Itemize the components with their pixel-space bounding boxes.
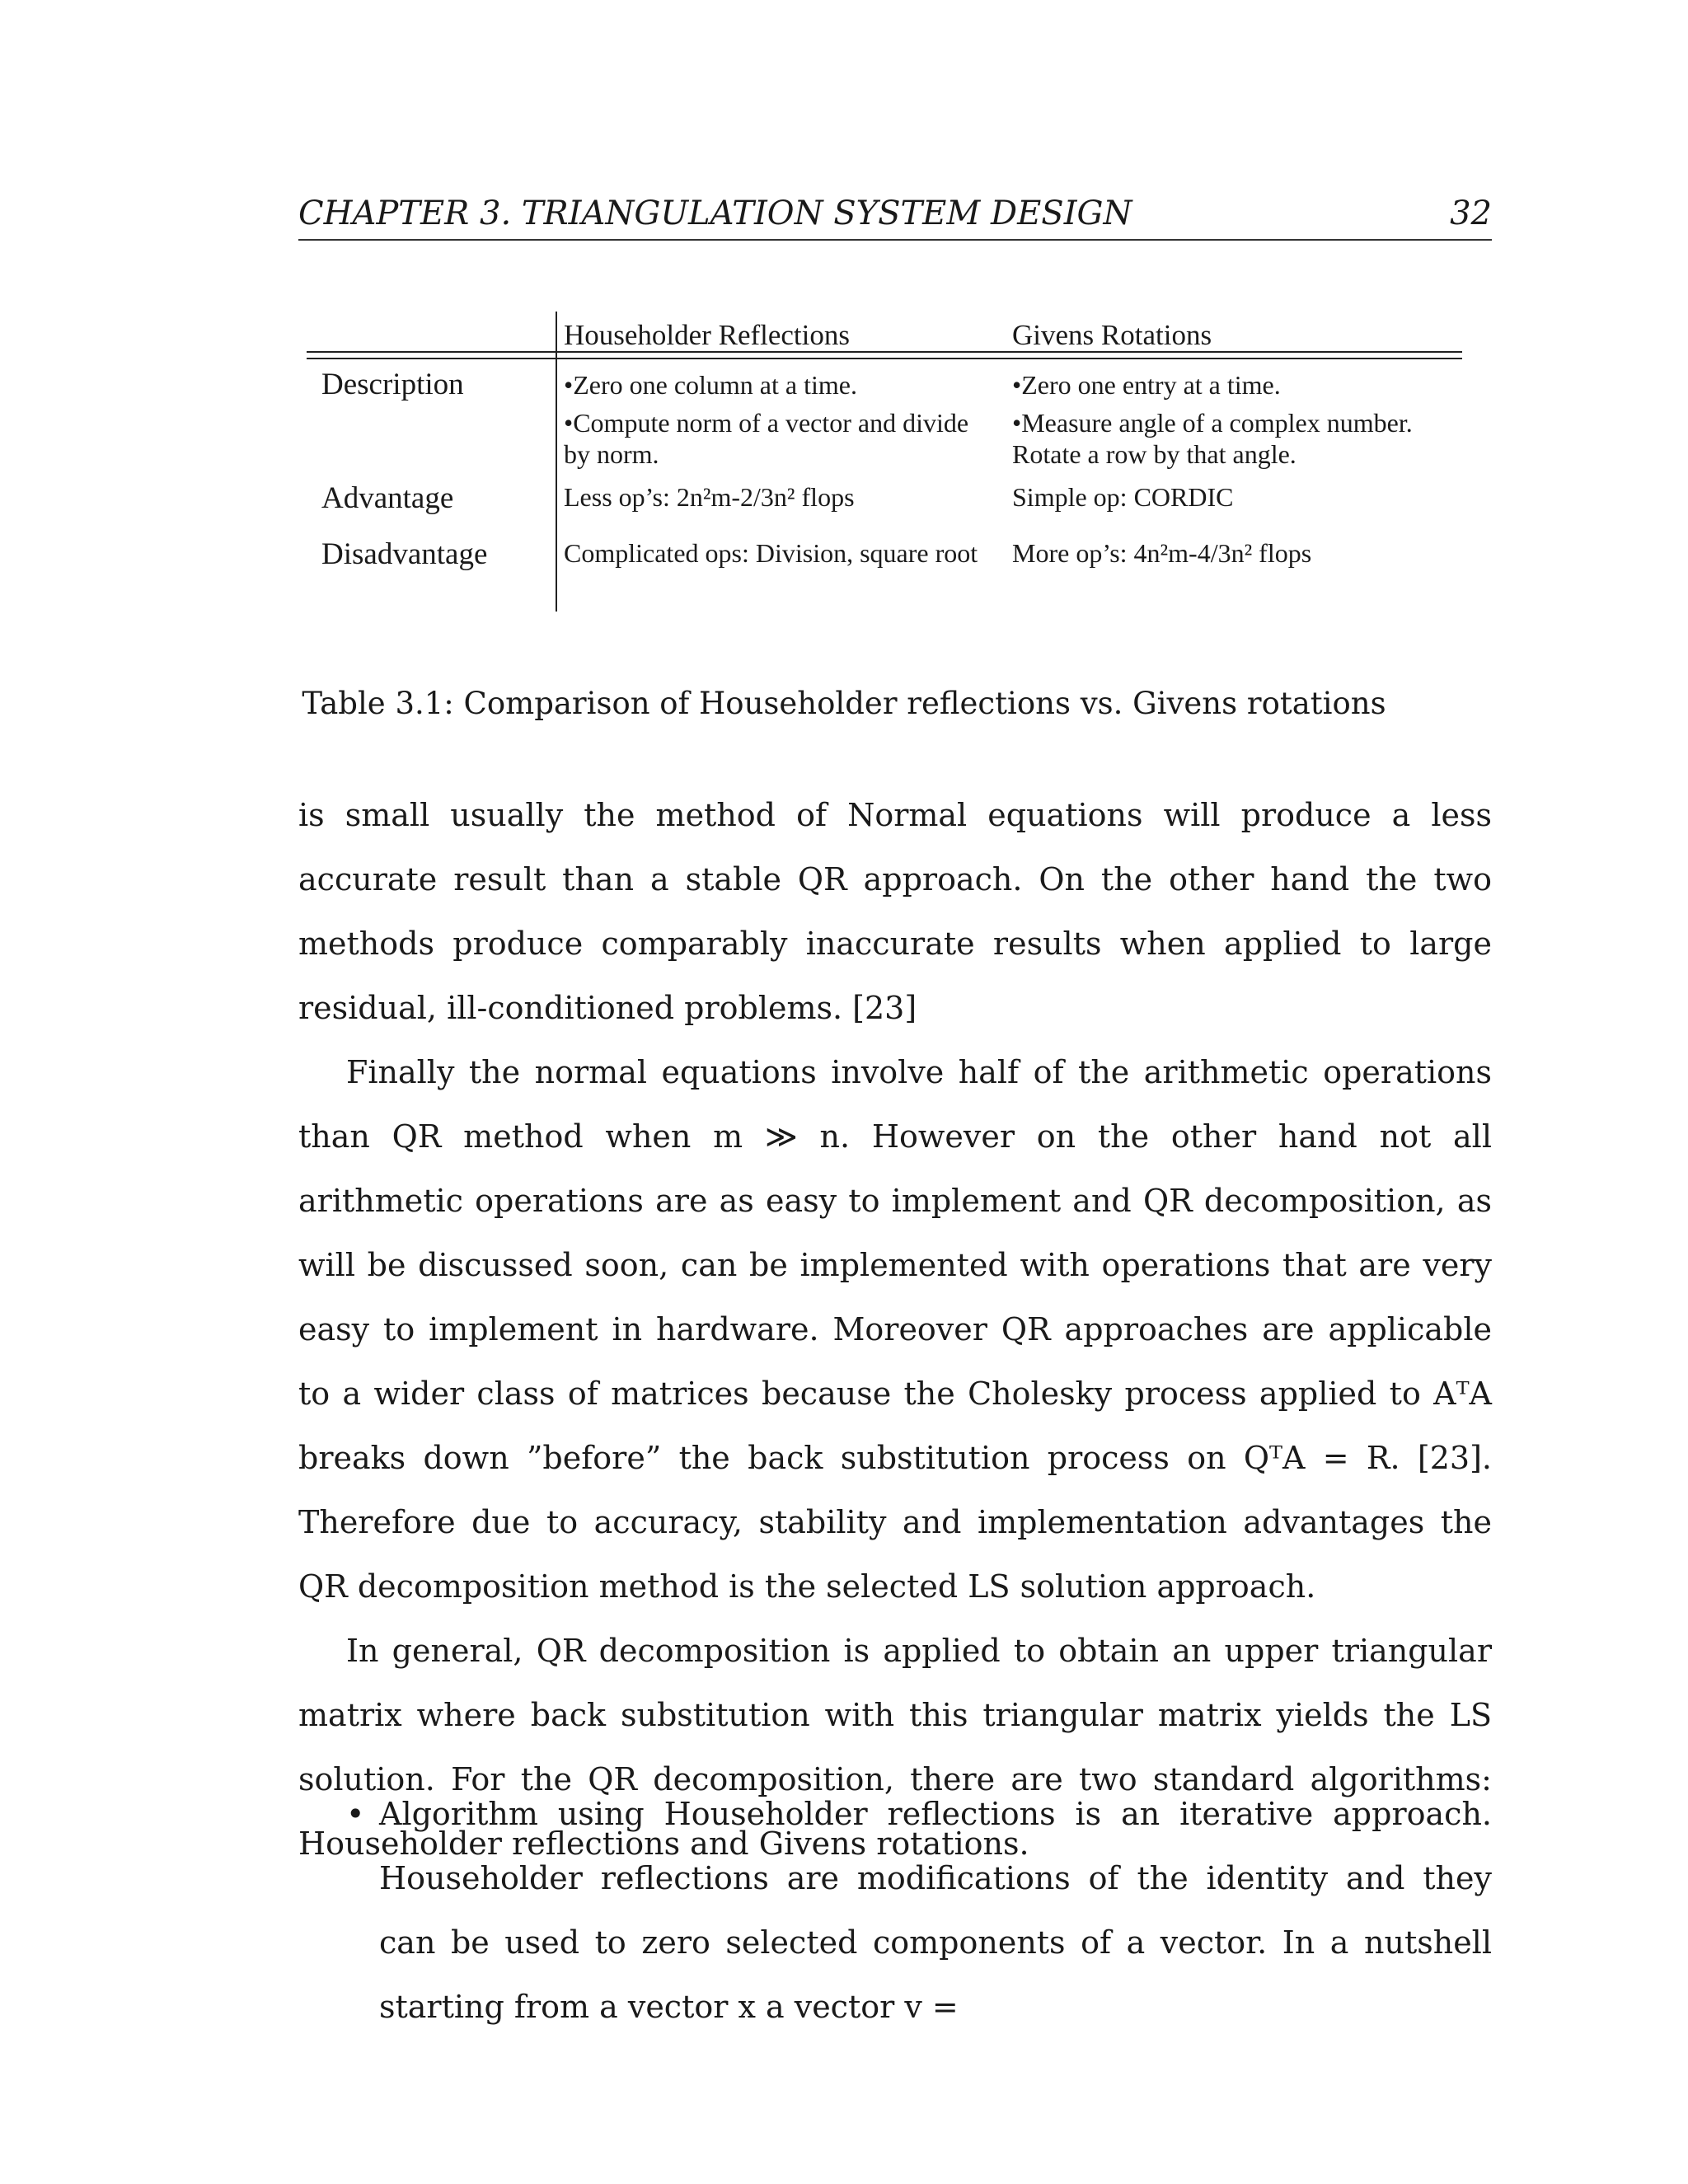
comparison-table [307,312,1462,616]
paragraph-1: is small usually the method of Normal equations will produce a less accurate result than a stable QR approach. On the other hand the two methods produce comparably inaccurate results when applied to large residual, ill-conditioned problems. [23] [298,797,1492,1026]
cell-householder-disadvantage: Complicated ops: Division, square root [564,538,978,568]
table-vertical-rule [556,312,557,612]
bullet-icon: • [346,1796,365,1832]
cell-givens-description-1: •Zero one entry at a time. [1012,370,1281,400]
table-rule-top [307,351,1462,353]
table-caption: Table 3.1: Comparison of Householder reflections vs. Givens rotations [302,686,1386,721]
algorithm-list [298,1782,1492,2039]
cell-givens-advantage: Simple op: CORDIC [1012,482,1234,512]
cell-householder-description-3: by norm. [564,439,659,469]
row-label-description: Description [321,368,464,401]
running-header [298,194,1492,241]
list-item-text: Algorithm using Householder reflections is an iterative approach. Householder reflections are modifications of the identity and they can be used to zero selected components of a vector. In a nutshell starting from a vector x a vector v = [379,1796,1492,2025]
cell-householder-description-1: •Zero one column at a time. [564,370,857,400]
row-label-advantage: Advantage [321,481,454,515]
chapter-title: CHAPTER 3. TRIANGULATION SYSTEM DESIGN [298,194,1132,232]
page-number: 32 [1450,194,1492,232]
body-text [298,783,1492,1876]
cell-givens-description-3: Rotate a row by that angle. [1012,439,1296,469]
col-header-householder: Householder Reflections [564,319,850,351]
row-label-disadvantage: Disadvantage [321,537,488,571]
cell-givens-description-2: •Measure angle of a complex number. [1012,408,1413,438]
cell-householder-advantage: Less op’s: 2n²m-2/3n² flops [564,482,855,512]
list-item [298,1782,1492,2039]
paragraph-2: Finally the normal equations involve half of the arithmetic operations than QR method when m ≫ n. However on the other hand not all arithmetic operations are as easy to implement and QR decomposition, as will be discussed soon, can be implemented with operations that are very easy to implement in hardware. Moreover QR approaches are applicable to a wider class of matrices because the Cholesky process applied to AᵀA breaks down ”before” the back substitution process on QᵀA = R. [23]. Therefore due to accuracy, stability and implementation advantages the QR decomposition method is the selected LS solution approach. [298,1054,1492,1605]
col-header-givens: Givens Rotations [1012,319,1212,351]
cell-givens-disadvantage: More op’s: 4n²m-4/3n² flops [1012,538,1312,568]
paragraph-3: In general, QR decomposition is applied to obtain an upper triangular matrix where back substitution with this triangular matrix yields the LS solution. For the QR decomposition, there are two standard algorithms: Householder reflections and Givens rotations. [298,1633,1492,1862]
table-rule-bottom [307,358,1462,359]
cell-householder-description-2: •Compute norm of a vector and divide [564,408,969,438]
